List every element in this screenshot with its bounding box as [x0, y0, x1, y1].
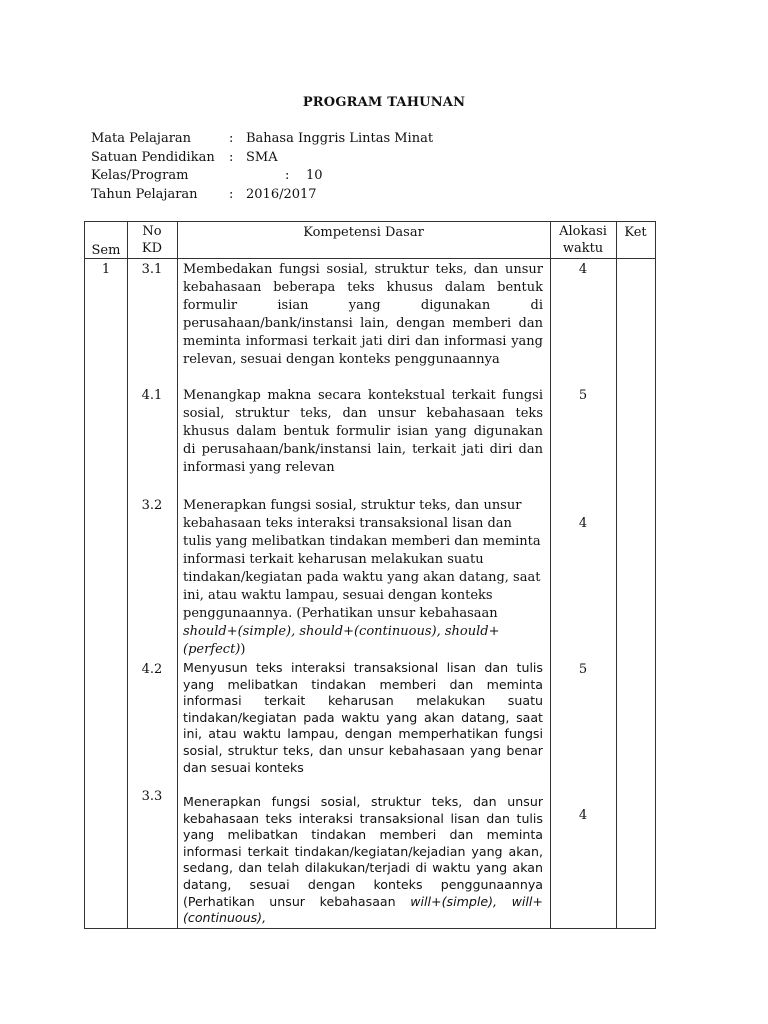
kompetensi-text	[183, 794, 543, 926]
meta-colon: :	[229, 186, 234, 202]
kompetensi-main-text: Menerapkan fungsi sosial, struktur teks, dan unsur kebahasaan teks interaksi transaksional lisan dan tulis yang melibatkan tindakan memberi dan meminta informasi terkait tindakan/kegiatan/kejadian yang akan, sedang, dan telah dilakukan/terjadi di waktu yang akan datang, sesuai dengan konteks penggunaannya (Perhatikan unsur kebahasaan	[183, 794, 543, 909]
note-italic-text: should+(simple), should+(continuous), should+(perfect)	[183, 624, 500, 657]
kompetensi-text: Menangkap makna secara kontekstual terkait fungsi sosial, struktur teks, dan unsur kebahasaan teks khusus dalam bentuk formulir isian yang digunakan di perusahaan/bank/instansi lain, terkait jati diri dan informasi yang relevan	[183, 388, 543, 475]
header-ket: Ket	[624, 225, 647, 240]
kompetensi-main-text: Menerapkan fungsi sosial, struktur teks, dan unsur kebahasaan teks interaksi transaksional lisan dan tulis yang melibatkan tindakan memberi dan meminta informasi terkait keharusan melakukan suatu tindakan/kegiatan pada waktu yang akan datang, saat ini, atau waktu lampau, sesuai dengan konteks penggunaannya.	[183, 498, 541, 621]
meta-colon: :	[229, 131, 234, 146]
header-divider	[85, 258, 655, 259]
kompetensi-text	[183, 497, 543, 659]
alokasi-value: 4	[578, 262, 588, 277]
alokasi-value: 4	[578, 808, 588, 823]
header-no-kd-line2: KD	[141, 241, 163, 256]
alokasi-value: 4	[578, 516, 588, 531]
column-divider	[616, 222, 617, 928]
meta-colon: :	[229, 149, 234, 165]
note-text: Perhatikan unsur kebahasaan	[301, 606, 498, 621]
header-kompetensi-dasar: Kompetensi Dasar	[303, 225, 424, 240]
kompetensi-text: Menyusun teks interaksi transaksional lisan dan tulis yang melibatkan tindakan memberi dan meminta informasi terkait keharusan melakukan suatu tindakan/kegiatan pada waktu yang akan datang, saat ini, atau waktu lampau, dengan memperhatikan fungsi sosial, struktur teks, dan unsur kebahasaan yang benar dan sesuai konteks	[183, 660, 543, 775]
meta-value: 2016/2017	[246, 186, 317, 202]
column-divider	[127, 222, 128, 928]
header-alokasi-line2: waktu	[562, 241, 604, 256]
meta-value: 10	[306, 168, 323, 183]
sem-value: 1	[101, 262, 111, 277]
meta-value: Bahasa Inggris Lintas Minat	[246, 131, 434, 146]
program-table	[84, 221, 656, 929]
header-alokasi-line1: Alokasi	[559, 224, 607, 239]
note-close-paren: )	[240, 642, 246, 657]
column-divider	[177, 222, 178, 928]
kd-number: 3.3	[141, 789, 163, 804]
header-no-kd-line1: No	[142, 224, 162, 239]
alokasi-value: 5	[578, 388, 588, 403]
header-sem: Sem	[91, 243, 121, 258]
note-open-paren: (	[296, 606, 302, 621]
meta-colon: :	[285, 168, 290, 183]
meta-label: Tahun Pelajaran	[91, 186, 198, 202]
note-italic-text: will+(simple), will+(continuous),	[183, 893, 543, 926]
alokasi-value: 5	[578, 662, 588, 677]
kd-number: 3.2	[141, 498, 163, 513]
meta-value: SMA	[246, 149, 278, 165]
page-title: PROGRAM TAHUNAN	[302, 95, 466, 110]
kd-number: 4.1	[141, 388, 163, 403]
meta-label: Satuan Pendidikan	[91, 149, 215, 165]
meta-label: Mata Pelajaran	[91, 131, 192, 146]
kd-number: 4.2	[141, 662, 163, 677]
kd-number: 3.1	[141, 262, 163, 277]
kompetensi-text: Membedakan fungsi sosial, struktur teks, dan unsur kebahasaan beberapa teks khusus dalam bentuk formulir isian yang digunakan di perusahaan/bank/instansi lain, dengan memberi dan meminta informasi terkait jati diri dan informasi yang relevan, sesuai dengan konteks penggunaannya	[183, 262, 543, 367]
meta-label: Kelas/Program	[91, 168, 189, 183]
